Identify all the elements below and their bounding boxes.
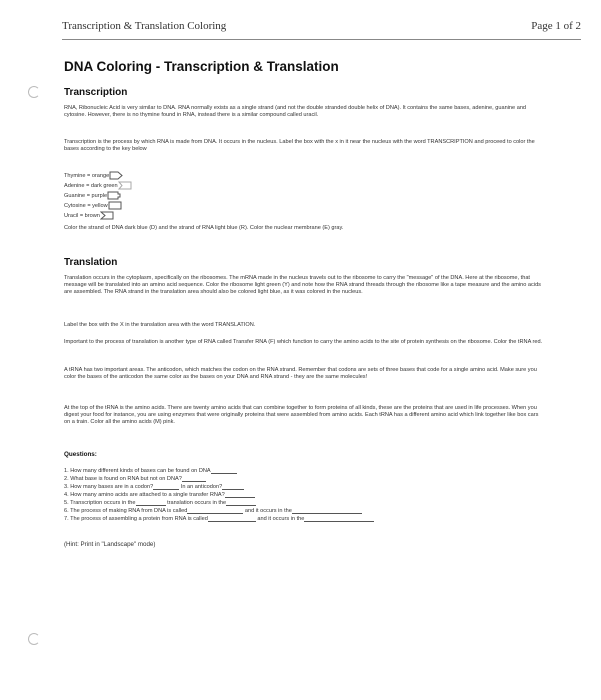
answer-blank[interactable]: [304, 516, 374, 522]
binder-margin: [0, 0, 40, 700]
question-6: 6. The process of making RNA from DNA is called and it occurs in the: [64, 508, 362, 514]
answer-blank[interactable]: [208, 516, 256, 522]
answer-blank[interactable]: [226, 500, 256, 506]
translation-paragraph-3: Important to the process of translation is another type of RNA called Transfer RNA (F) which function to carry the amino acids to the site of protein synthesis on the ribosome. Color the tRNA red.: [64, 339, 543, 345]
key-cytosine: Cytosine = yellow: [64, 201, 122, 210]
question-1: 1. How many different kinds of bases can be found on DNA: [64, 468, 237, 474]
key-guanine: Guanine = purple: [64, 191, 121, 200]
header-rule: [62, 39, 581, 40]
header-title: Transcription & Translation Coloring: [62, 20, 227, 32]
question-4: 4. How many amino acids are attached to a single transfer RNA?: [64, 492, 255, 498]
cytosine-shape-icon: [108, 201, 122, 210]
translation-paragraph-5: At the top of the tRNA is the amino acids. There are twenty amino acids that can combine together to form proteins of all kinds, these are the proteins that are used in life processes. When you digest your food for instance, you are using enzymes that were originally proteins that were assembled from amino acids. Each tRNA has a different amino acid which link together like box cars on a train. Color all the amino acids (M) pink.: [64, 405, 539, 425]
transcription-heading: Transcription: [64, 87, 128, 98]
question-3: 3. How many bases are in a codon? In an anticodon?: [64, 484, 244, 490]
binder-ring: [28, 633, 40, 645]
document-page: [40, 0, 601, 700]
page-header: [62, 20, 581, 32]
binder-ring: [28, 86, 40, 98]
answer-blank[interactable]: [136, 500, 166, 506]
question-7: 7. The process of assembling a protein from RNA is called and it occurs in the: [64, 516, 374, 522]
key-uracil: Uracil = brown: [64, 211, 114, 220]
answer-blank[interactable]: [292, 508, 362, 514]
translation-heading: Translation: [64, 257, 118, 268]
answer-blank[interactable]: [211, 468, 237, 474]
transcription-paragraph-2: Transcription is the process by which RNA is made from DNA. It occurs in the nucleus. Label the box with the x in it near the nucleus with the word TRANSCRIPTION and proceed to color the bases according to the key below: [64, 139, 535, 152]
print-hint: (Hint: Print in "Landscape" mode): [64, 541, 156, 548]
answer-blank[interactable]: [222, 484, 244, 490]
question-5: 5. Transcription occurs in the translation occurs in the: [64, 500, 256, 506]
page-title: DNA Coloring - Transcription & Translation: [64, 59, 339, 74]
question-2: 2. What base is found on RNA but not on DNA?: [64, 476, 206, 482]
transcription-paragraph-1: RNA, Ribonucleic Acid is very similar to DNA. RNA normally exists as a single strand (and not the double stranded double helix of DNA). It contains the same bases, adenine, guanine and cytosine. However, there is no thymine found in RNA, instead there is a similar compound called uracil.: [64, 105, 527, 118]
guanine-shape-icon: [107, 191, 121, 200]
answer-blank[interactable]: [153, 484, 179, 490]
translation-paragraph-1: Translation occurs in the cytoplasm, specifically on the ribosomes. The mRNA made in the nucleus travels out to the ribosome to carry the "message" of the DNA. Here at the ribosome, that message will be translated into an amino acid sequence. Color the ribosome light green (Y) and note how the RNA strand threads through the ribosome like a tape measure and the amino acids are assembled. The RNA strand in the translation area should also be colored light blue, as it was colored in the nucleus.: [64, 275, 541, 295]
translation-paragraph-2: Label the box with the X in the translation area with the word TRANSLATION.: [64, 322, 256, 328]
answer-blank[interactable]: [225, 492, 255, 498]
page-number: Page 1 of 2: [531, 20, 581, 32]
answer-blank[interactable]: [187, 508, 243, 514]
answer-blank[interactable]: [182, 476, 206, 482]
thymine-shape-icon: [109, 171, 123, 180]
translation-paragraph-4: A tRNA has two important areas. The anticodon, which matches the codon on the RNA strand. Remember that codons are sets of three bases that code for a single amino acid. Make sure you color the bases of the anticodon the same color as the bases on your DNA and RNA strand - they are the same molecules!: [64, 367, 537, 380]
key-thymine: Thymine = orange: [64, 171, 123, 180]
transcription-paragraph-3: Color the strand of DNA dark blue (D) and the strand of RNA light blue (R). Color the nuclear membrane (E) gray.: [64, 225, 344, 231]
adenine-shape-icon: [118, 181, 132, 190]
key-adenine: Adenine = dark green: [64, 181, 132, 190]
questions-heading: Questions:: [64, 451, 97, 458]
uracil-shape-icon: [100, 211, 114, 220]
